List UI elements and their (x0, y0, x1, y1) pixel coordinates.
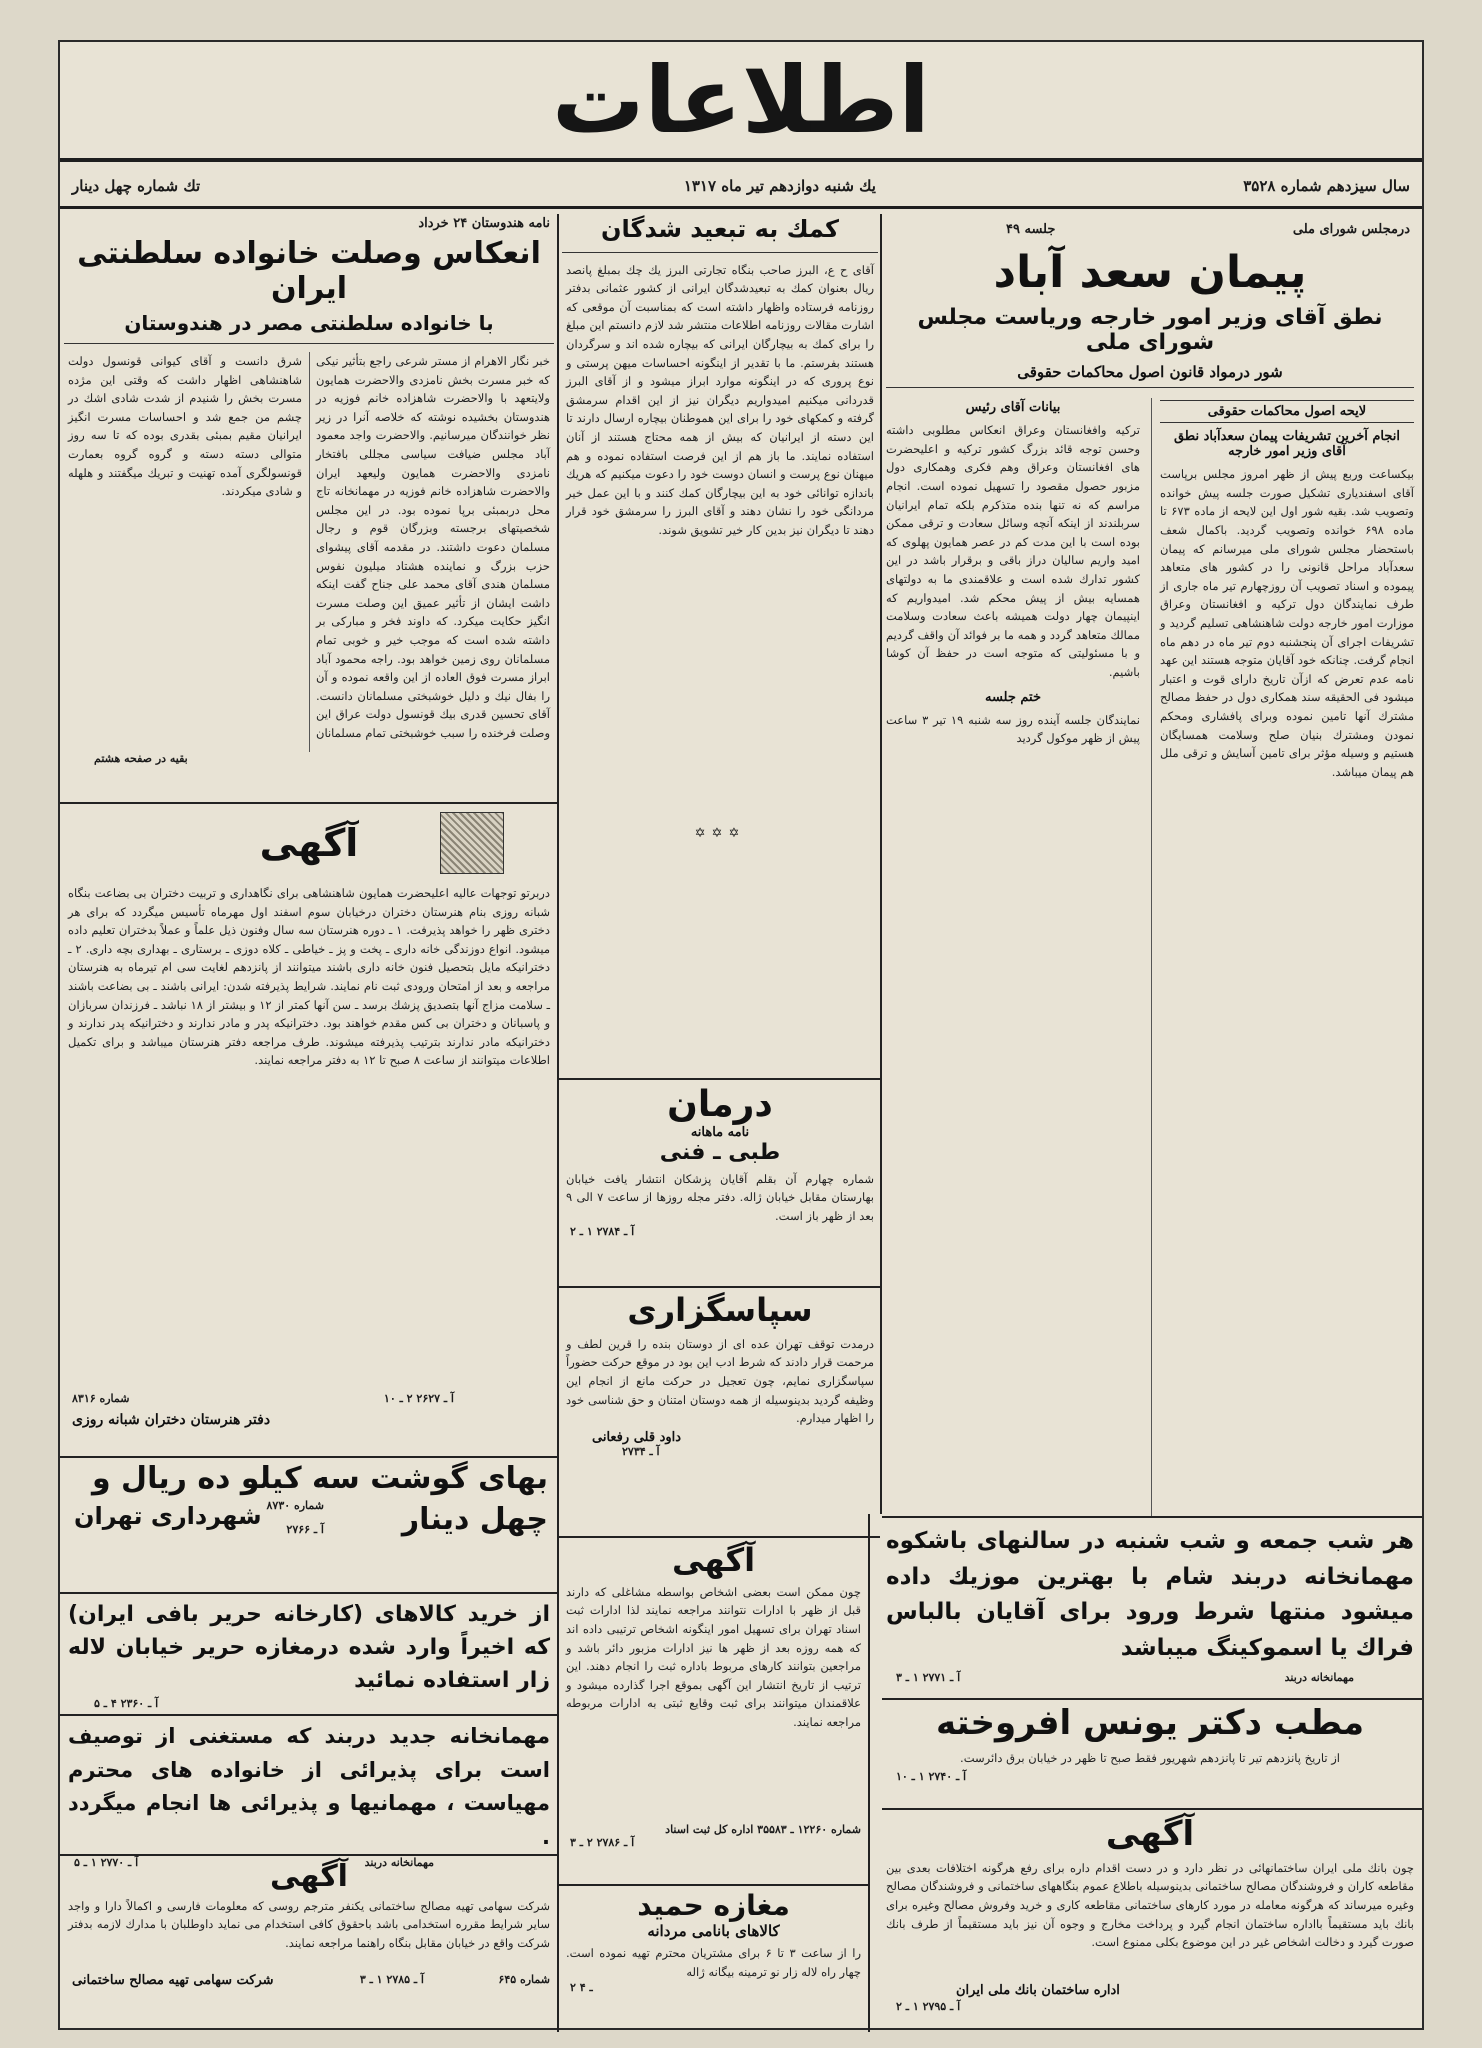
darband-dinner-ad (886, 1524, 1414, 1694)
girls-school-title: آگهی (259, 821, 359, 865)
bank-notice-ref: آ ـ ۲۷۹۵ ۱ ـ ۲ (896, 1999, 961, 2013)
hamid-store-subtitle: كالاهای بانامی مردانه (647, 1922, 780, 1941)
section-rule (559, 1884, 870, 1886)
section-rule (559, 1536, 880, 1538)
dateline-rule (60, 206, 1422, 209)
meat-price-signature: شهرداری تهران (74, 1501, 262, 1530)
section-rule (60, 1854, 557, 1856)
parliament-closing: ختم جلسه (984, 689, 1042, 705)
parliament-subheadline: نطق آقای وزیر امور خارجه وریاست مجلس شورای ملی (917, 304, 1383, 355)
help-exiles-body: آقای ح ع، البرز صاحب بنگاه تجارتی البرز یك چك بمبلغ پانصد ریال بعنوان كمك به تبعیدشدگان ایرانی از كشور عثمانی بدفتر روزنامه فرستاده واظهار داشته است كه بمناسبت آن موقعی كه اشارت مقالات روزنامه اطلاعات منتشر شد لازم دانستم این مبلغ را برای كمك به بیچارگان ایرانی كه بیچاره شده اند و سرگردان هستند بفرستم. ما با تقدیر از اینگونه احساسات میهن پرستی و نوع پروری كه در اینگونه موارد ابراز میشود و از آقای البرز قدردانی میكنیم امیدواریم دیگران نیز از این اقدام سرمشق گرفته و كمكهای خود را برای این هموطنان بیچاره ارسال دارند تا این دسته از ایرانیان كه بیش از همه محتاج هستند از آنان استفاده نمایند. ما باز هم از این فرصت استفاده نموده و هم میهنان نوع پرست و انسان دوست خود را دعوت میكنیم كه هریك باندازه توانائی خود به این بیچارگان كمك كنند و با این عمل خیر مردانگی خود را نشان دهند و آقای البرز را سرمشق خود قرار دهند تا دیگران نیز بدین كار خیر تشویق شوند. (566, 262, 874, 537)
parliament-article (886, 216, 1414, 1516)
column-rule (880, 214, 882, 1514)
darman-subtitle2: طبی ـ فنی (659, 1140, 781, 1166)
parliament-session: جلسه ۴۹ (1006, 222, 1056, 237)
girls-school-notice (64, 808, 554, 1452)
darband-dinner-signature: مهمانخانه دربند (1284, 1670, 1354, 1684)
section-rule (60, 1714, 557, 1716)
darman-body: شماره چهارم آن بقلم آقایان پزشكان انتشار یافت خیابان بهارستان مقابل خیابان ژاله. دفتر مجله روزها از ساعت ۷ الی ۹ بعد از ظهر باز است. (566, 1171, 874, 1223)
parliament-section2-title: انجام آخرین تشریفات پیمان سعدآباد نطق آقای وزیر امور خارجه (1173, 429, 1401, 460)
masthead-rule (60, 158, 1422, 162)
darman-subtitle: نامه ماهانه (690, 1125, 750, 1141)
section-rule (882, 1808, 1422, 1810)
registry-notice-number: شماره ۱۲۲۶۰ ـ ۳۵۵۸۳ اداره كل ثبت اسناد (665, 1822, 861, 1836)
section-rule (559, 1286, 880, 1288)
materials-ad-number: شماره ۶۴۵ (498, 1972, 550, 1986)
hotel-darband-headline: مهمانخانه جدید دربند كه مستغنی از توصیف است برای پذیرائی از خانواده های محترم مهیاست ، مهمانیها و پذیرائی ها انجام میگردد . (68, 1724, 550, 1849)
meat-price-ref: آ ـ ۲۷۶۶ (286, 1522, 324, 1536)
doctor-ad (886, 1704, 1414, 1804)
parliament-column-right (1160, 398, 1414, 1518)
materials-ad-ref: آ ـ ۲۷۸۵ ۱ ـ ۳ (359, 1972, 424, 1986)
issue-price: تك شماره چهل دینار (72, 177, 201, 195)
india-letter-article (64, 216, 554, 798)
hamid-store-body: را از ساعت ۳ تا ۶ برای مشتریان محترم تهیه نموده است. چهار راه لاله زار نو ترمینه بیگانه ژاله (566, 1946, 861, 1979)
royal-crest-emblem-icon (440, 812, 504, 874)
section-rule (60, 1456, 557, 1458)
help-exiles-headline: كمك به تبعید شدگان (562, 216, 878, 253)
issue-year-number: سال سیزدهم شماره ۳۵۲۸ (1243, 177, 1410, 195)
meat-price-headline-1: بهای گوشت سه كیلو ده ریال و (91, 1461, 548, 1496)
parliament-inner-rule (1151, 398, 1152, 1518)
parliament-column-left (886, 398, 1140, 1518)
registry-notice (562, 1542, 865, 1880)
darman-ad (562, 1084, 878, 1282)
ornament: ✡✡✡ (694, 826, 746, 841)
materials-ad-signature: شركت سهامی تهیه مصالح ساختمانی (72, 1972, 274, 1988)
section-rule (60, 802, 557, 804)
doctor-ad-headline: مطب دكتر یونس افروخته (935, 1703, 1365, 1743)
parliament-body-left: تركیه وافغانستان وعراق انعكاس مطلوبی داشته وحسن توجه قائد بزرگ كشور تركیه و اعلیحضرت های افغانستان وعراق وهم فكری وهمكاری دول مزبور حصول مقصود را تسهیل نموده است. انجام مراسم كه نه تنها بنده متذكرم بلكه تمام ایرانیان سربلندند از اینكه آنچه وسائل سعادت و ترقی ممكن بوده است با این مدت كم در عصر همایون پهلوی كه امید واریم سالیان دراز باقی و برقرار باشد در این كشور تدارك شده است و علاقمندی ما به دولتهای همسایه بیش از پیش محكم شد. امیدواریم كه اینپیمان چهار دولت همیشه باعث سعادت وسلامت ممالك متعاهد گردد و همه ما بر فوائد آن واقف گردیم و با مسئولیتی كه متوجه است در حفظ آن كوشا باشیم. (886, 423, 1140, 679)
bank-notice-title: آگهی (1105, 1814, 1195, 1854)
parliament-section3-title: بیانات آقای رئیس (965, 400, 1061, 416)
section-rule (882, 1698, 1422, 1700)
bank-notice-body: چون بانك ملی ایران ساختمانهائی در نظر دارد و در دست اقدام داره برای رفع هرگونه اختلافات بعدی بین مقاطعه كاران و فروشندگان مصالح ساختمانی بدینوسیله باطلاع عموم بنگاههای ساختمانی و فروشندگان مصالح وغیره میرساند كه هرگونه معامله در مورد كارهای ساختمانی مقاطعه كاری و خرید وفروش مصالح وغیره برای بانك باید مستقیماً بااداره ساختمان انجام گیرد و پرداخت مخارج و وجوه آن نیز باید مستقیماً از طرف بانك صورت گیرد و دخالت اشخاص غیر در این موضوع بكلی ممنوع است. (886, 1860, 1414, 1950)
meat-price-headline-2: چهل دینار (401, 1501, 548, 1537)
silk-factory-headline: از خرید كالاهای (كارخانه حریر بافی ایران) كه اخیراً وارد شده درمغازه حریر خیابان لاله زار استفاده نمائید (68, 1602, 550, 1693)
india-letter-kicker: نامه هندوستان ۲۴ خرداد (418, 216, 550, 231)
registry-notice-body: چون ممكن است بعضی اشخاص بواسطه مشاغلی كه دارند قبل از ظهر با ادارات نتوانند مراجعه نمایند لذا ادارات ثبت اسناد تهران برای تسهیل امور اینگونه اشخاص ترتیبی داده اند كه همه روزه بعد از ظهر ها نیز ادارات مزبور دائر باشد و مراجعین بتوانند كارهای مربوط باداره ثبت را انجام دهند. این ترتیب از تاریخ انتشار این آگهی بموقع اجرا گذارده میشود و علاقمندان میتوانند برای ثبت وقایع ثبتی به ادارات مربوطه مراجعه نمایند. (566, 1584, 861, 1729)
silk-factory-ad (64, 1598, 554, 1710)
materials-ad-title: آگهی (270, 1859, 348, 1894)
section-rule (559, 1078, 880, 1080)
column-rule (868, 1514, 870, 2032)
india-letter-subheadline: با خانواده سلطنتی مصر در هندوستان (64, 312, 554, 344)
parliament-deck: شور درمواد قانون اصول محاكمات حقوقی (886, 363, 1414, 388)
girls-school-ref: آ ـ ۲۶۲۷ ۲ ـ ۱۰ (383, 1392, 454, 1405)
hotel-darband-signature: مهمانخانه دربند (364, 1856, 434, 1870)
gratitude-body: درمدت توقف تهران عده ای از دوستان بنده را قرین لطف و مرحمت قرار دادند كه شرط ادب این بود در موقع حركت حضوراً سپاسگزاری نمایم، چون تعجیل در حركت مانع از انجام این وظیفه گردید بدینوسیله از همه دوستان امتنان و حق شناسی خود را اظهار میدارم. (566, 1336, 874, 1426)
bank-notice (886, 1814, 1414, 2026)
silk-factory-ref: آ ـ ۲۳۶۰ ۴ ـ ۵ (94, 1697, 159, 1710)
masthead-title: اطلاعات (552, 47, 930, 154)
meat-price-notice (64, 1462, 554, 1588)
parliament-footer-note: نمایندگان جلسه آینده روز سه شنبه ۱۹ تیر ۳ ساعت پیش از ظهر موكول گردید (886, 712, 1141, 746)
india-letter-headline: انعكاس وصلت خانواده سلطنتی ایران (77, 236, 541, 306)
meat-price-number: شماره ۸۷۳۰ (266, 1498, 324, 1512)
parliament-body-right: بیكساعت وربع پیش از ظهر امروز مجلس برپاست آقای اسفندیاری تشكیل صورت جلسه پیش خوانده وتصویب شد. بقیه شور اول این لایحه از ماده ۶۷۳ تا ماده ۶۹۸ خوانده وتصویب گردید. باكمال شعف باستحضار مجلس شورای ملی میرسانم كه پیمان سعدآباد مراحل قانونی را در كشور های متعاهد پیموده و اسناد تصویب آن روزچهارم تیر ماه جاری از طرف نمایندگان دول تركیه و افغانستان وعراق موزارت امور خارجه دولت شاهنشاهی تسلیم گردید و تشریفات اجرای آن پنجشنبه دوم تیر ماه در دهم ماه انجام گرفت. چنانكه خود آقایان متوجه هستند این عهد نامه عدم تعرض كه ازآن تاریخ دارای قوت و اعتبار میشود فی الحقیقه سند همكاری دول در حفظ مصالح مشترك آنها تامین نموده وبرای پافشاری ومحكم نمودن ومشترك بنیان صلح وسلامت همسایگان هستیم و وسیله مؤثر برای تامین آسایش و ترقی ملل هم پیمان میباشد. (1160, 467, 1415, 779)
section-rule (882, 1516, 1422, 1518)
registry-notice-title: آگهی (671, 1541, 756, 1579)
gratitude-ref: آ ـ ۲۷۳۴ (622, 1444, 660, 1458)
doctor-ad-body: از تاریخ پانزدهم تیر تا پانزدهم شهریور فقط صبح تا ظهر در خیابان برق دائرست. (960, 1751, 1340, 1766)
materials-ad-body: شركت سهامی تهیه مصالح ساختمانی یكنفر مترجم روسی كه معلومات فارسی و اكمالاً دارا و واجد سایر شرایط مقرره استخدامی باشد باحقوق كافی استخدام می نماید داوطلبان با مدارك لازمه بدفتر شركت واقع در خیابان مقابل بنگاه راهنما مراجعه نمایند. (68, 1898, 550, 1950)
india-letter-body: خبر نگار الاهرام از مستر شرعی راجع بتأثیر نیكی كه خبر مسرت بخش نامزدی والاحضرت همایون ولایتعهد با والاحضرت شاهزاده خانم فوزیه در هندوستان بخشیده نوشته كه خلاصه آنرا در زیر نظر خوانندگان میرسانیم. والاحضرت واجد معمود آباد مجلس ضیافت سیاسی مجللی بافتخار نامزدی والاحضرت همایون ولیعهد ایران والاحضرت شاهزاده خانم فوزیه در مهمانخانه تاج محل دربمبئی برپا نموده بود. در این مجلس شخصیتهای برجسته وبزرگان قوم و رجال مسلمان دعوت داشتند. در مقدمه آقای پیشوای حزب بزرگ و نماینده هشتاد میلیون نفوس مسلمان هندی آقای محمد علی جناح گفت اینكه داشت ایشان از تأثیر عمیق این وصلت مسرت انگیز حكایت میكرد. كه داوند فخر و مباركی بر داشته شده است كه موجب خیر و خوبی تمام مسلمانان روی زمین خواهد بود. راجه محمود آباد ابراز مسرت فوق العاده از این واقعه نموده و آن را بفال نیك و دلیل خوشبختی مسلمانان دانست. آقای تحسین قدری بیك قونسول دولت عراق این وصلت فرخنده را سبب خوشبختی تمام مسلمانان شرق دانست و آقای كیوانی قونسول دولت شاهنشاهی اظهار داشت كه وقتی این مژده مسرت بخش را شنیدم از شدت شادی اشك در چشم من جمع شد و احساسات مسرت انگیز ایرانیان مقیم بمبئی بقدری بوده كه تا سه روز متوالی دسته دسته و گروه گروه بعمارت قونسولگری آمده تهنیت و تبریك میگفتند و هلهله و شادی میكردند. (68, 354, 550, 740)
materials-company-ad (64, 1860, 554, 2028)
india-letter-continued: بقیه در صفحه هشتم (94, 752, 188, 765)
parliament-headline: پیمان سعد آباد (993, 247, 1307, 298)
hamid-store-title: مغازه حمید (637, 1889, 790, 1922)
dateline (66, 168, 1416, 206)
newspaper-page (58, 40, 1424, 2030)
column-rule (557, 214, 559, 2032)
hotel-darband-ref: آ ـ ۲۷۷۰ ۱ ـ ۵ (74, 1856, 139, 1870)
help-exiles-article (562, 216, 878, 1074)
darman-ref: آ ـ ۲۷۸۴ ۱ ـ ۲ (570, 1225, 635, 1239)
gratitude-title: سپاسگزاری (627, 1291, 813, 1329)
bank-notice-signature: اداره ساختمان بانك ملی ایران (956, 1982, 1120, 1998)
parliament-kicker: درمجلس شورای ملی (1292, 222, 1410, 237)
girls-school-number: شماره ۸۳۱۶ (72, 1392, 130, 1405)
darband-dinner-ref: آ ـ ۲۷۷۱ ۱ ـ ۳ (896, 1670, 961, 1684)
issue-date: یك شنبه دوازدهم تیر ماه ۱۳۱۷ (683, 177, 876, 195)
girls-school-body: دربرتو توجهات عالیه اعلیحضرت همایون شاهنشاهی برای نگاهداری و تربیت دختران بی بضاعت بنگاه شبانه روزی بنام هنرستان دختران درخیابان سوم اسفند اول مهرماه تأسیس میگردد كه برای هر دختری ظهر را خواهد پذیرفت. ۱ ـ دوره هنرستان سه سال وفنون ذیل علماً و عملاً بدختران تعلیم داده میشود. انواع دوزندگی خانه داری ـ پخت و پز ـ خیاطی ـ كلاه دوزی ـ برستاری ـ بهداری بچه داری. ۲ ـ دخترانیكه مایل بتحصیل فنون خانه داری باشند میتوانند از پانزدهم لغایت سی ام تیرماه به هنرستان مراجعه و بعد از امتحان ورودی ثبت نام نمایند. شرایط پذیرفته شدن: ایرانی باشند ـ بی بضاعت باشند ـ سلامت مزاج آنها بتصدیق پزشك برسد ـ سن آنها كمتر از ۱۲ و بیشتر از ۱۸ نباشد ـ فرزندان سربازان و پاسبانان و دختران بی كس مقدم خواهند بود. دخترانیكه پدر و مادر ندارند و دخترانیكه پدر ندارند و دخترانیكه مادر ندارند بترتیب پذیرفته میشوند. طرف مراجعه دفتر هنرستان میباشد و برای تكمیل اطلاعات میتوانند از ساعت ۸ صبح تا ۱۲ به دفتر مراجعه نمایند. (68, 886, 551, 1068)
hamid-store-ad (562, 1890, 865, 2028)
parliament-section1-title: لایحه اصول محاكمات حقوقی (1160, 400, 1414, 423)
doctor-ad-ref: آ ـ ۲۷۴۰ ۱ ـ ۱۰ (896, 1769, 967, 1783)
darband-dinner-headline: هر شب جمعه و شب شنبه در سالنهای باشكوه مهمانخانه دربند شام با بهترین موزیك داده میشود منتها شرط ورود برای آقایان بالباس فراك یا اسموكینگ میباشد (886, 1528, 1414, 1661)
hotel-darband-ad (64, 1720, 554, 1870)
registry-notice-ref: آ ـ ۲۷۸۶ ۲ ـ ۳ (570, 1835, 635, 1849)
section-rule (60, 1592, 557, 1594)
gratitude-ad (562, 1292, 878, 1532)
girls-school-signature: دفتر هنرستان دختران شبانه روزی (72, 1412, 271, 1428)
gratitude-signature: داود قلی رفعانی (592, 1429, 682, 1445)
hamid-store-ref: ۲ ـ ۴ (570, 1981, 593, 1995)
darman-title: درمان (667, 1084, 773, 1125)
